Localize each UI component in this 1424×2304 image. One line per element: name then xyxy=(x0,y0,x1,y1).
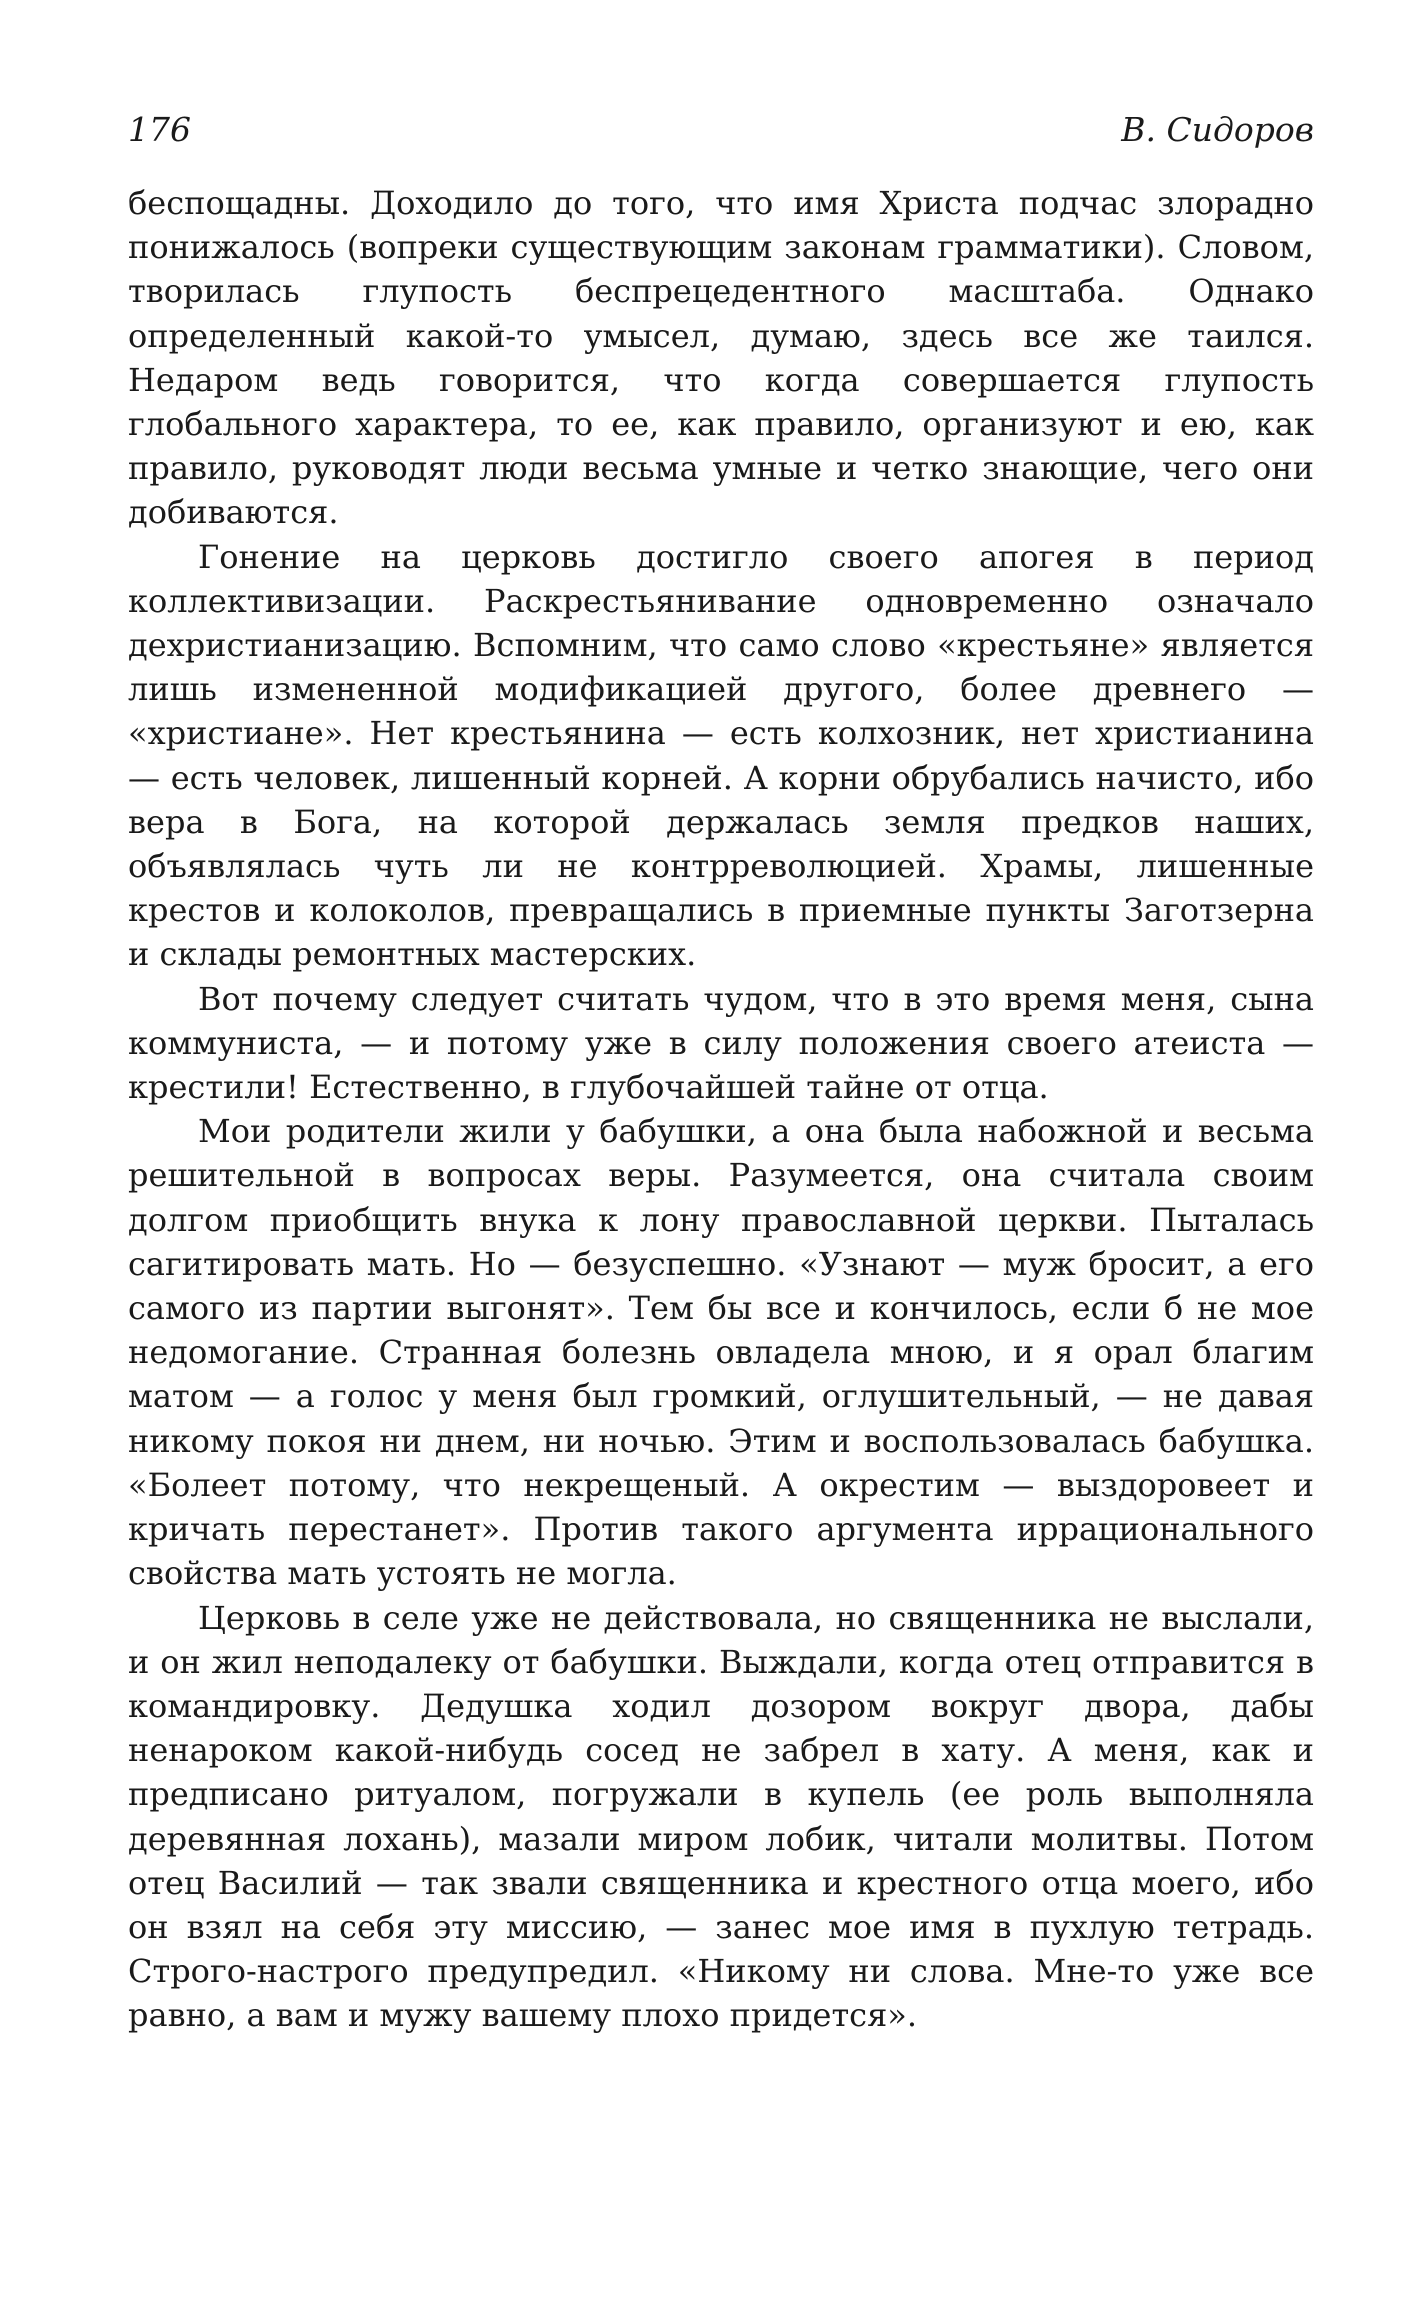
book-page xyxy=(128,110,1314,2038)
body-text xyxy=(128,181,1314,2038)
paragraph: Церковь в селе уже не действовала, но священника не выслали, и он жил неподалеку от бабушки. Выждали, когда отец отправится в командировку. Дедушка ходил дозором вокруг двора, дабы ненароком какой-нибудь сосед не забрел в хату. А меня, как и предписано ритуалом, погружали в купель (ее роль выполняла деревянная лохань), мазали миром лобик, читали молитвы. Потом отец Василий — так звали священника и крестного отца моего, ибо он взял на себя эту миссию, — занес мое имя в пухлую тетрадь. Строго-настрого предупредил. «Никому ни слова. Мне-то уже все равно, а вам и мужу вашему плохо придется». xyxy=(128,1598,1314,2035)
running-head-author: В. Сидоров xyxy=(1121,110,1314,149)
running-head xyxy=(128,110,1314,149)
paragraph: Вот почему следует считать чудом, что в это время меня, сына коммуниста, — и потому уже в силу положения своего атеиста — крестили! Естественно, в глубочайшей тайне от отца. xyxy=(128,979,1314,1107)
paragraph: Гонение на церковь достигло своего апогея в период коллективизации. Раскрестьянивание одновременно означало дехристианизацию. Вспомним, что само слово «крестьяне» является лишь измененной модификацией другого, более древнего — «христиане». Нет крестьянина — есть колхозник, нет христианина — есть человек, лишенный корней. А корни обрубались начисто, ибо вера в Бога, на которой держалась земля предков наших, объявлялась чуть ли не контрреволюцией. Храмы, лишенные крестов и колоколов, превращались в приемные пункты Заготзерна и склады ремонтных мастерских. xyxy=(128,537,1314,974)
paragraph-continued: беспощадны. Доходило до того, что имя Христа подчас злорадно понижалось (вопреки существующим законам грамматики). Словом, творилась глупость беспрецедентного масштаба. Однако определенный какой-то умысел, думаю, здесь все же таился. Недаром ведь говорится, что когда совершается глупость глобального характера, то ее, как правило, организуют и ею, как правило, руководят люди весьма умные и четко знающие, чего они добиваются. xyxy=(128,184,1314,532)
paragraph: Мои родители жили у бабушки, а она была набожной и весьма решительной в вопросах веры. Разумеется, она считала своим долгом приобщить внука к лону православной церкви. Пыталась сагитировать мать. Но — безуспешно. «Узнают — муж бросит, а его самого из партии выгонят». Тем бы все и кончилось, если б не мое недомогание. Странная болезнь овладела мною, и я орал благим матом — а голос у меня был громкий, оглушительный, — не давая никому покоя ни днем, ни ночью. Этим и воспользовалась бабушка. «Болеет потому, что некрещеный. А окрестим — выздоровеет и кричать перестанет». Против такого аргумента иррационального свойства мать устоять не могла. xyxy=(128,1112,1314,1593)
page-number: 176 xyxy=(128,110,191,149)
